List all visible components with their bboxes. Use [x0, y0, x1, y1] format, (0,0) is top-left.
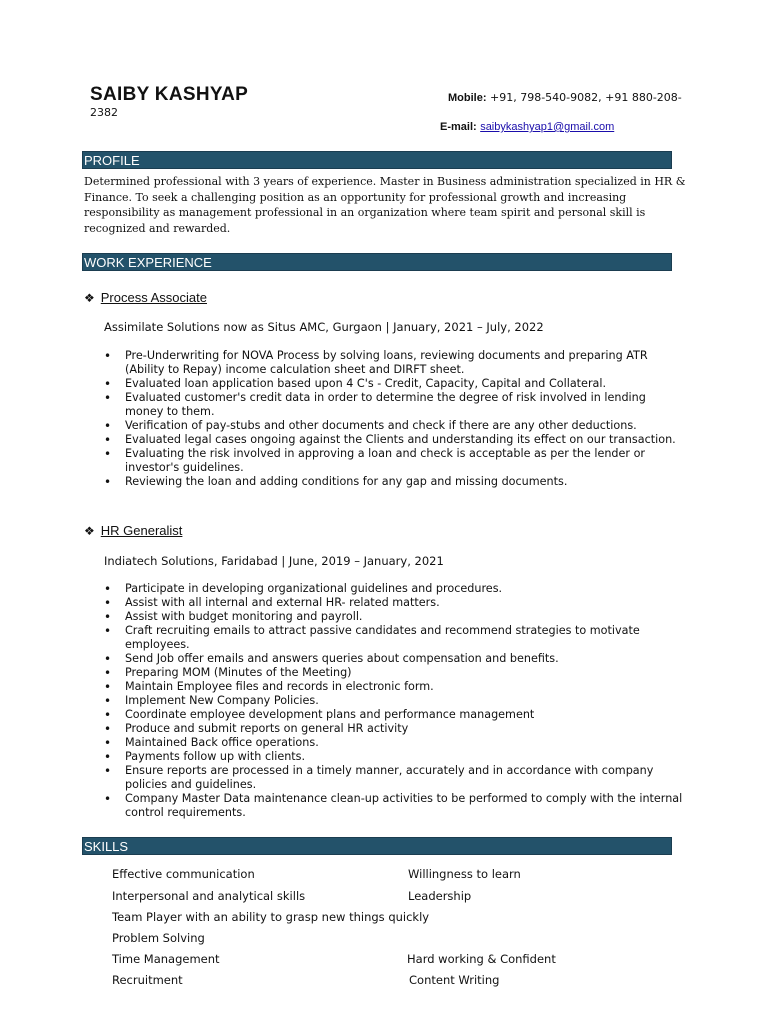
- list-item: • Produce and submit reports on general HR activity: [104, 722, 684, 736]
- diamond-bullet-icon: ❖: [84, 524, 95, 538]
- mobile-label: Mobile:: [448, 92, 487, 104]
- list-item: • Preparing MOM (Minutes of the Meeting): [104, 666, 684, 680]
- job-title: Process Associate: [100, 290, 207, 305]
- skill-item: Team Player with an ability to grasp new things quickly: [112, 910, 430, 924]
- list-item: • Payments follow up with clients.: [104, 750, 684, 764]
- skill-item: Effective communication: [112, 867, 255, 881]
- skill-item: Hard working & Confident: [407, 952, 556, 966]
- skill-item: Interpersonal and analytical skills: [112, 889, 306, 903]
- skill-item: Willingness to learn: [408, 867, 521, 881]
- list-item: • Participate in developing organizational guidelines and procedures.: [104, 582, 684, 596]
- job-title: HR Generalist: [100, 523, 183, 538]
- list-item: • Implement New Company Policies.: [104, 694, 684, 708]
- section-header-profile: PROFILE: [82, 151, 672, 169]
- list-item: • Coordinate employee development plans and performance management: [104, 708, 684, 722]
- job-duties-list: [104, 349, 684, 489]
- list-item: • Maintained Back office operations.: [104, 736, 684, 750]
- list-item: • Assist with budget monitoring and payroll.: [104, 610, 684, 624]
- mobile-value-continued: 2382: [90, 106, 118, 119]
- list-item: • Verification of pay-stubs and other documents and check if there are any other deductions.: [104, 419, 684, 433]
- list-item: • Craft recruiting emails to attract passive candidates and recommend strategies to motivate employees.: [104, 624, 684, 652]
- list-item: • Ensure reports are processed in a timely manner, accurately and in accordance with company policies and guidelines.: [104, 764, 684, 792]
- list-item: • Assist with all internal and external HR- related matters.: [104, 596, 684, 610]
- email-link[interactable]: saibykashyap1@gmail.com: [480, 121, 615, 133]
- list-item: • Pre-Underwriting for NOVA Process by solving loans, reviewing documents and preparing ATR (Ability to Repay) income calculation sheet and DIRFT sheet.: [104, 349, 684, 377]
- list-item: • Evaluated legal cases ongoing against the Clients and understanding its effect on our transaction.: [104, 433, 684, 447]
- candidate-name: SAIBY KASHYAP: [90, 84, 249, 105]
- job-title-row: [84, 523, 182, 538]
- job-company: Indiatech Solutions, Faridabad | June, 2019 – January, 2021: [104, 554, 444, 568]
- section-header-skills: SKILLS: [82, 837, 672, 855]
- email-label: E-mail:: [440, 121, 477, 133]
- diamond-bullet-icon: ❖: [84, 291, 95, 305]
- list-item: • Evaluated customer's credit data in order to determine the degree of risk involved in lending money to them.: [104, 391, 684, 419]
- job-title-row: [84, 290, 207, 305]
- skill-item: Problem Solving: [112, 931, 205, 945]
- job-company: Assimilate Solutions now as Situs AMC, Gurgaon | January, 2021 – July, 2022: [104, 320, 544, 334]
- mobile-line: [448, 91, 682, 104]
- mobile-value: +91, 798-540-9082, +91 880-208-: [486, 91, 682, 104]
- skill-item: Recruitment: [112, 973, 183, 987]
- section-header-work-experience: WORK EXPERIENCE: [82, 253, 672, 271]
- list-item: • Maintain Employee files and records in electronic form.: [104, 680, 684, 694]
- profile-summary: Determined professional with 3 years of experience. Master in Business administration specialized in HR & Finance. To seek a challenging position as an opportunity for professional growth and increasing responsibility as management professional in an organization where team spirit and personal skill is recognized and rewarded.: [84, 175, 686, 235]
- email-line: [440, 120, 614, 133]
- list-item: • Reviewing the loan and adding conditions for any gap and missing documents.: [104, 475, 684, 489]
- job-duties-list: [104, 582, 684, 820]
- list-item: • Evaluating the risk involved in approving a loan and check is acceptable as per the lender or investor's guidelines.: [104, 447, 684, 475]
- list-item: • Send Job offer emails and answers queries about compensation and benefits.: [104, 652, 684, 666]
- list-item: • Company Master Data maintenance clean-up activities to be performed to comply with the internal control requirements.: [104, 792, 684, 820]
- skill-item: Time Management: [112, 952, 220, 966]
- list-item: • Evaluated loan application based upon 4 C's - Credit, Capacity, Capital and Collateral.: [104, 377, 684, 391]
- skill-item: Content Writing: [409, 973, 500, 987]
- skill-item: Leadership: [408, 889, 472, 903]
